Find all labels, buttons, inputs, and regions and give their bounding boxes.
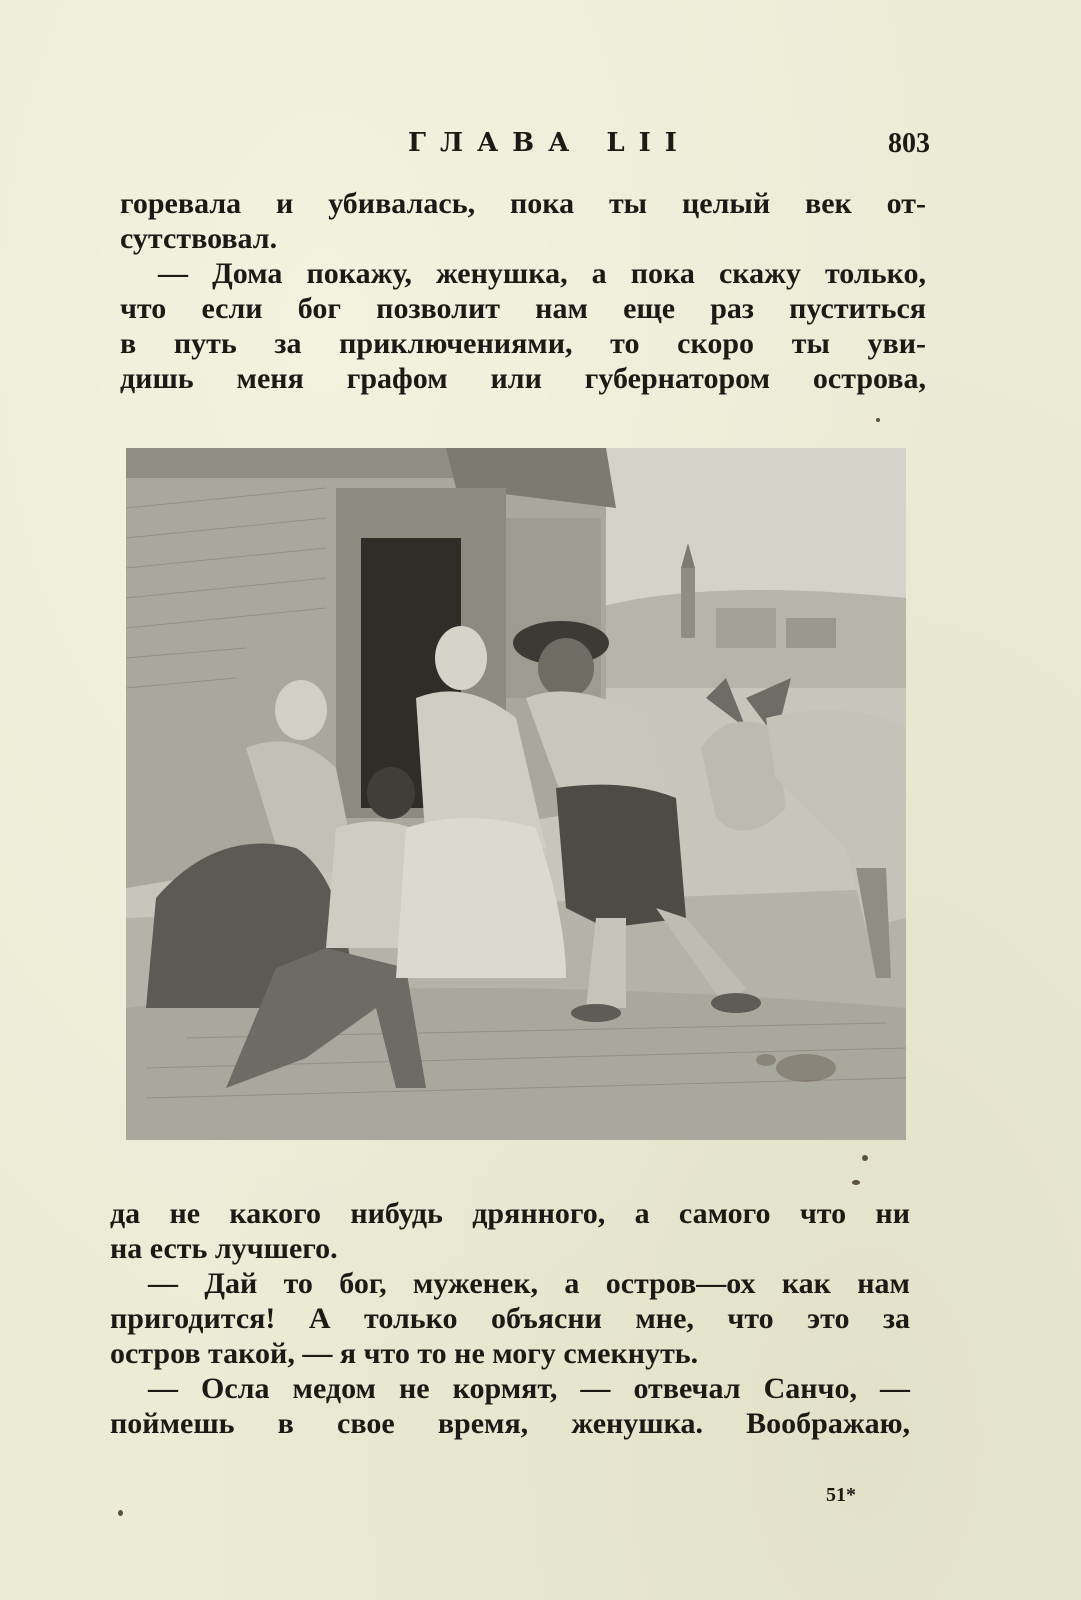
- text-line: поймешь в свое время, женушка. Воображаю,: [110, 1407, 910, 1440]
- running-head: ГЛАВА LII: [408, 128, 691, 158]
- page-header: [120, 128, 930, 168]
- paper-speck: [876, 418, 880, 422]
- text-line: — Дай то бог, муженек, а остров—ох как нам: [148, 1267, 910, 1300]
- text-line: сутствовал.: [120, 222, 278, 255]
- text-line: дишь меня графом или губернатором острова,: [120, 362, 926, 395]
- signature-mark: 51*: [826, 1484, 856, 1506]
- text-line: в путь за приключениями, то скоро ты уви-: [120, 327, 926, 360]
- illustration: [126, 448, 906, 1140]
- text-line: — Осла медом не кормят, — отвечал Санчо, —: [148, 1372, 910, 1405]
- paper-speck: [118, 1510, 123, 1516]
- paper-speck: [862, 1155, 868, 1161]
- text-line: пригодится! А только объясни мне, что это за: [110, 1302, 910, 1335]
- text-block-top: [120, 186, 926, 396]
- text-line: остров такой, — я что то не могу смекнуть.: [110, 1337, 699, 1370]
- text-block-bottom: [110, 1196, 910, 1441]
- text-line: на есть лучшего.: [110, 1232, 338, 1265]
- text-line: — Дома покажу, женушка, а пока скажу только,: [158, 257, 926, 290]
- text-line: горевала и убивалась, пока ты целый век от-: [120, 187, 926, 220]
- text-line: да не какого нибудь дрянного, а самого что ни: [110, 1197, 910, 1230]
- engraving-sancho-returns-home-icon: [126, 448, 906, 1140]
- paper-speck: [852, 1180, 860, 1185]
- page-number: 803: [888, 128, 930, 159]
- text-line: что если бог позволит нам еще раз пуститься: [120, 292, 926, 325]
